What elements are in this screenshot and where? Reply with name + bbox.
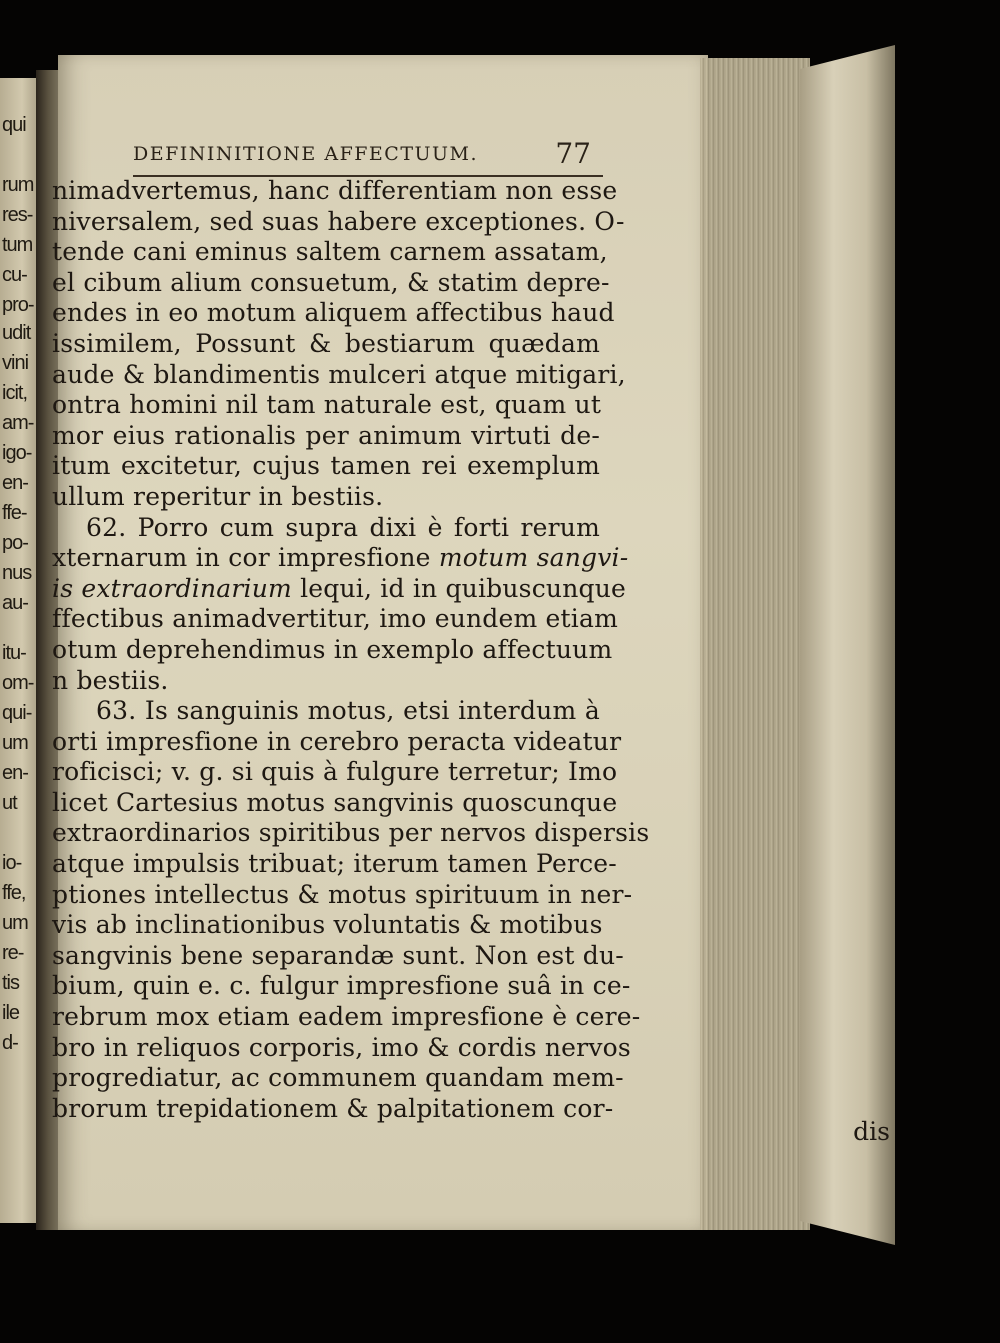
italic-phrase: is extraordinarium — [52, 573, 292, 603]
text-line: brorum trepidationem & palpitationem cor- — [52, 1093, 614, 1123]
text-line: roficisci; v. g. si quis à fulgure terretur; Imo — [52, 757, 618, 787]
left-page-fragment: rum — [2, 175, 34, 195]
left-page-fragment: um — [2, 913, 28, 933]
text-line: rebrum mox etiam eadem impresfione è cere- — [52, 1002, 641, 1032]
text-line: n bestiis. — [52, 665, 169, 695]
text-line: bro in reliquos corporis, imo & cordis nervos — [52, 1032, 631, 1062]
left-page-fragment: nus — [2, 563, 32, 583]
catchword: dis — [853, 1117, 890, 1146]
text-line: ptiones intellectus & motus spirituum in ner- — [52, 879, 633, 909]
text-line: progrediatur, ac communem quandam mem- — [52, 1063, 624, 1093]
text-line: sangvinis bene separandæ sunt. Non est du- — [52, 940, 624, 970]
text-line: tende cani eminus saltem carnem assatam, — [52, 237, 608, 267]
text-line — [52, 543, 629, 574]
text-line: bium, quin e. c. fulgur impresfione suâ in ce- — [52, 971, 631, 1001]
left-page-fragment: ile — [2, 1003, 20, 1023]
left-page-fragment: icit, — [2, 383, 27, 403]
body-text — [52, 176, 650, 1124]
text-line: atque impulsis tribuat; iterum tamen Perce- — [52, 849, 617, 879]
text-line: el cibum alium consuetum, & statim depre- — [52, 267, 610, 297]
text-line: endes in eo motum aliquem affectibus haud — [52, 298, 615, 328]
text-line: extraordinarios spiritibus per nervos dispersis — [52, 818, 650, 848]
text-segment: lequi, id in quibuscunque — [300, 573, 627, 603]
left-page-fragment: en- — [2, 473, 28, 493]
left-page-fragment: igo- — [2, 443, 32, 463]
left-page-fragment: res- — [2, 205, 33, 225]
text-line: mor eius rationalis per animum virtuti de- — [52, 420, 600, 450]
left-page-fragment: cu- — [2, 265, 27, 285]
text-line: licet Cartesius motus sangvinis quoscunque — [52, 787, 618, 817]
left-page-fragment: am- — [2, 413, 34, 433]
left-page-fragment: um — [2, 733, 28, 753]
text-line: 62. Porro cum supra dixi è forti rerum — [86, 512, 600, 542]
left-page-fragment: po- — [2, 533, 28, 553]
left-page-fragment: tum — [2, 235, 33, 255]
left-page-fragment: io- — [2, 853, 22, 873]
text-line: orti impresfione in cerebro peracta videatur — [52, 726, 622, 756]
left-page-fragment: pro- — [2, 295, 34, 315]
page-number: 77 — [555, 137, 591, 170]
text-line: ullum reperitur in bestiis. — [52, 481, 384, 511]
text-line: issimilem, Possunt & bestiarum quædam — [52, 328, 600, 358]
text-line: itum excitetur, cujus tamen rei exemplum — [52, 451, 600, 481]
left-page-fragment: ffe- — [2, 503, 27, 523]
text-line: ontra homini nil tam naturale est, quam ut — [52, 390, 602, 420]
text-segment: xternarum in cor impresfione — [52, 543, 431, 573]
left-page-fragment: qui- — [2, 703, 32, 723]
left-page-fragment: ffe, — [2, 883, 26, 903]
page-edge-stack — [700, 58, 810, 1230]
left-page-fragment: re- — [2, 943, 24, 963]
text-line — [52, 573, 627, 605]
text-line: vis ab inclinationibus voluntatis & motibus — [52, 910, 603, 940]
left-page-fragment: om- — [2, 673, 34, 693]
text-line: 63. Is sanguinis motus, etsi interdum à — [96, 696, 600, 726]
left-page-fragment: itu- — [2, 643, 26, 663]
page-header — [133, 135, 603, 177]
left-page-fragment: qui — [2, 115, 26, 135]
running-title: DEFININITIONE AFFECTUUM. — [133, 143, 479, 165]
left-page-fragment: en- — [2, 763, 28, 783]
text-line: niversalem, sed suas habere exceptiones. O- — [52, 206, 625, 236]
text-line: nimadvertemus, hanc differentiam non esse — [52, 176, 618, 205]
text-line: otum deprehendimus in exemplo affectuum — [52, 634, 613, 664]
text-line: aude & blandimentis mulceri atque mitigari, — [52, 359, 626, 389]
left-page-fragment: ut — [2, 793, 17, 813]
left-facing-page — [0, 78, 40, 1223]
left-page-fragment: udit — [2, 323, 31, 343]
left-page-fragment: vini — [2, 353, 29, 373]
left-page-fragment: d- — [2, 1033, 18, 1053]
left-page-fragment: tis — [2, 973, 19, 993]
left-page-fragment: au- — [2, 593, 28, 613]
text-line: ffectibus animadvertitur, imo eundem etiam — [52, 604, 618, 634]
italic-phrase: motum sangvi- — [438, 543, 629, 573]
book-cover-edge — [800, 45, 895, 1245]
